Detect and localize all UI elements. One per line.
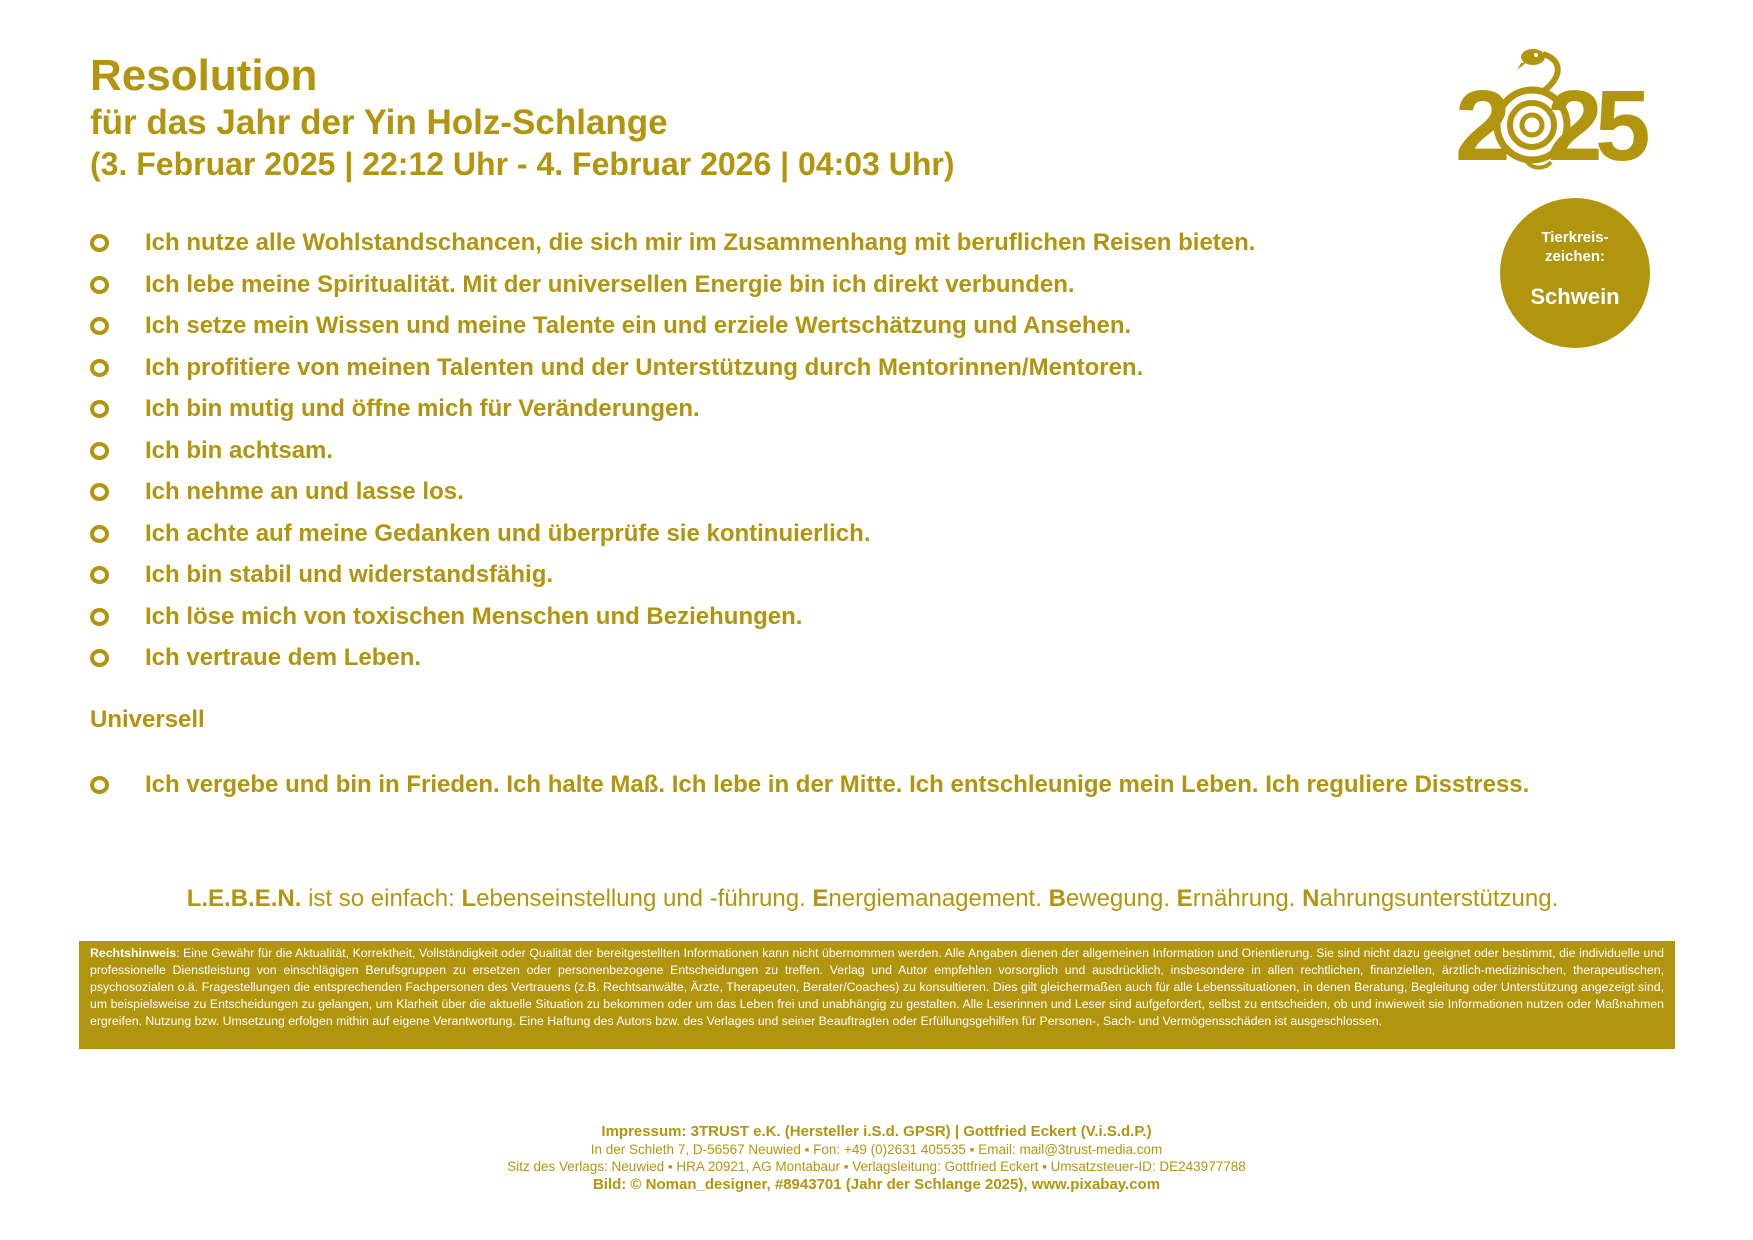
logo-digit-5: 5 bbox=[1595, 70, 1651, 173]
zodiac-value: Schwein bbox=[1530, 284, 1620, 309]
universal-heading: Universell bbox=[90, 706, 205, 733]
list-item-text: Ich bin mutig und öffne mich für Veränderungen. bbox=[145, 395, 700, 422]
zodiac-badge bbox=[1500, 198, 1650, 348]
circle-bullet-icon bbox=[90, 276, 109, 294]
circle-bullet-icon bbox=[90, 442, 109, 460]
motto-initial: B bbox=[1048, 885, 1066, 912]
circle-bullet-icon bbox=[90, 317, 109, 335]
motto-word: ahrungsunterstützung. bbox=[1319, 885, 1559, 912]
list-item-text: Ich profitiere von meinen Talenten und der Unterstützung durch Mentorinnen/Mentoren. bbox=[145, 353, 1144, 381]
list-item-text: Ich löse mich von toxischen Menschen und Beziehungen. bbox=[145, 602, 803, 630]
date-range: (3. Februar 2025 | 22:12 Uhr - 4. Februar 2026 | 04:03 Uhr) bbox=[90, 146, 955, 182]
motto-acronym: L.E.B.E.N. bbox=[186, 885, 302, 912]
page-subtitle: für das Jahr der Yin Holz-Schlange bbox=[90, 103, 668, 142]
circle-bullet-icon bbox=[90, 649, 109, 667]
leben-motto bbox=[70, 882, 1675, 916]
list-item-text: Ich vertraue dem Leben. bbox=[145, 644, 422, 671]
motto-word: nergiemanagement. bbox=[828, 885, 1049, 912]
circle-bullet-icon bbox=[90, 525, 109, 543]
list-item-text: Ich achte auf meine Gedanken und überprüfe sie kontinuierlich. bbox=[145, 519, 871, 547]
list-item-text: Ich bin stabil und widerstandsfähig. bbox=[145, 561, 554, 588]
list-item-text: Ich setze mein Wissen und meine Talente ein und erziele Wertschätzung und Ansehen. bbox=[145, 312, 1132, 339]
imprint bbox=[0, 1123, 1753, 1193]
logo-digit-2a: 2 bbox=[1455, 70, 1511, 173]
list-item-text: Ich nehme an und lasse los. bbox=[145, 478, 464, 505]
motto-initial: L bbox=[461, 885, 477, 912]
logo-digit-2b: 2 bbox=[1547, 70, 1603, 173]
list-item-text: Ich vergebe und bin in Frieden. Ich halte Maß. Ich lebe in der Mitte. Ich entschleunige mein Leben. Ich reguliere Disstress. bbox=[145, 771, 1530, 798]
motto-word: ebenseinstellung und -führung. bbox=[476, 885, 813, 912]
legal-label: Rechtshinweis bbox=[90, 946, 177, 960]
list-item-text: Ich nutze alle Wohlstandschancen, die sich mir im Zusammenhang mit beruflichen Reisen bieten. bbox=[145, 229, 1256, 256]
circle-bullet-icon bbox=[90, 483, 109, 501]
imprint-publisher: Impressum: 3TRUST e.K. (Hersteller i.S.d. GPSR) | Gottfried Eckert (V.i.S.d.P.) bbox=[601, 1123, 1152, 1140]
motto-intro: ist so einfach: bbox=[301, 885, 462, 912]
legal-disclaimer bbox=[79, 941, 1675, 1049]
circle-bullet-icon bbox=[90, 359, 109, 377]
imprint-registration: Sitz des Verlags: Neuwied ▪ HRA 20921, AG Montabaur ▪ Verlagsleitung: Gottfried Eckert ▪ Umsatzsteuer-ID: DE243977788 bbox=[507, 1159, 1246, 1174]
motto-initial: E bbox=[1176, 885, 1193, 912]
imprint-address: In der Schleth 7, D-56567 Neuwied ▪ Fon: +49 (0)2631 405535 ▪ Email: mail@3trust-media.com bbox=[590, 1141, 1163, 1157]
motto-word: rnährung. bbox=[1192, 885, 1303, 912]
year-2025-snake-logo bbox=[1455, 48, 1660, 173]
circle-bullet-icon bbox=[90, 400, 109, 418]
page-title: Resolution bbox=[90, 51, 318, 100]
zodiac-label: Tierkreis- zeichen: bbox=[1541, 229, 1609, 265]
motto-initial: E bbox=[812, 885, 829, 912]
list-item-text: Ich lebe meine Spiritualität. Mit der universellen Energie bin ich direkt verbunden. bbox=[145, 270, 1075, 298]
motto-initial: N bbox=[1302, 885, 1320, 912]
circle-bullet-icon bbox=[90, 776, 109, 794]
list-item-text: Ich bin achtsam. bbox=[145, 436, 334, 464]
circle-bullet-icon bbox=[90, 566, 109, 584]
motto-word: ewegung. bbox=[1065, 885, 1177, 912]
circle-bullet-icon bbox=[90, 608, 109, 626]
legal-text: : Eine Gewähr für die Aktualität, Korrektheit, Vollständigkeit oder Qualität der bereitgestellten Informationen kann nicht übernommen werden. Alle Angaben dienen der allgemeinen Information und Orientierung. Sie sind nicht dazu geeignet oder bestimmt, die individuelle und professionelle Dienstleistung von einschlägigen Berufsgruppen zu ersetzen oder personenbezogene Entscheidungen zu treffen. Verlag und Autor empfehlen vorsorglich und ausdrücklich, insbesondere in allen rechtlichen, finanziellen, ärztlich-medizinischen, therapeutischen, psychosozialen o.ä. Fragestellungen die entsprechenden Fachpersonen des Vertrauens (z.B. Rechtsanwälte, Ärzte, Therapeuten, Berater/Coaches) zu konsultieren. Dies gilt gleichermaßen auch für alle Lebenssituationen, in denen Beratung, Begleitung oder Unterstützung angezeigt sind, um beispielsweise zu Entscheidungen zu gelangen, um Klarheit über die aktuelle Situation zu bekommen oder um das Leben frei und unabhängig zu gestalten. Alle Leserinnen und Leser sind aufgefordert, selbst zu entscheiden, ob und inwieweit sie Informationen nutzen oder Maßnahmen ergreifen. Nutzung bzw. Umsetzung erfolgen mithin auf eigene Verantwortung. Eine Haftung des Autors bzw. des Verlages und seiner Beauftragten oder Erfüllungsgehilfen für Personen-, Sach- und Vermögensschäden ist ausgeschlossen. bbox=[90, 946, 1664, 1028]
image-credit: Bild: © Noman_designer, #8943701 (Jahr der Schlange 2025), www.pixabay.com bbox=[592, 1175, 1161, 1193]
circle-bullet-icon bbox=[90, 234, 109, 252]
